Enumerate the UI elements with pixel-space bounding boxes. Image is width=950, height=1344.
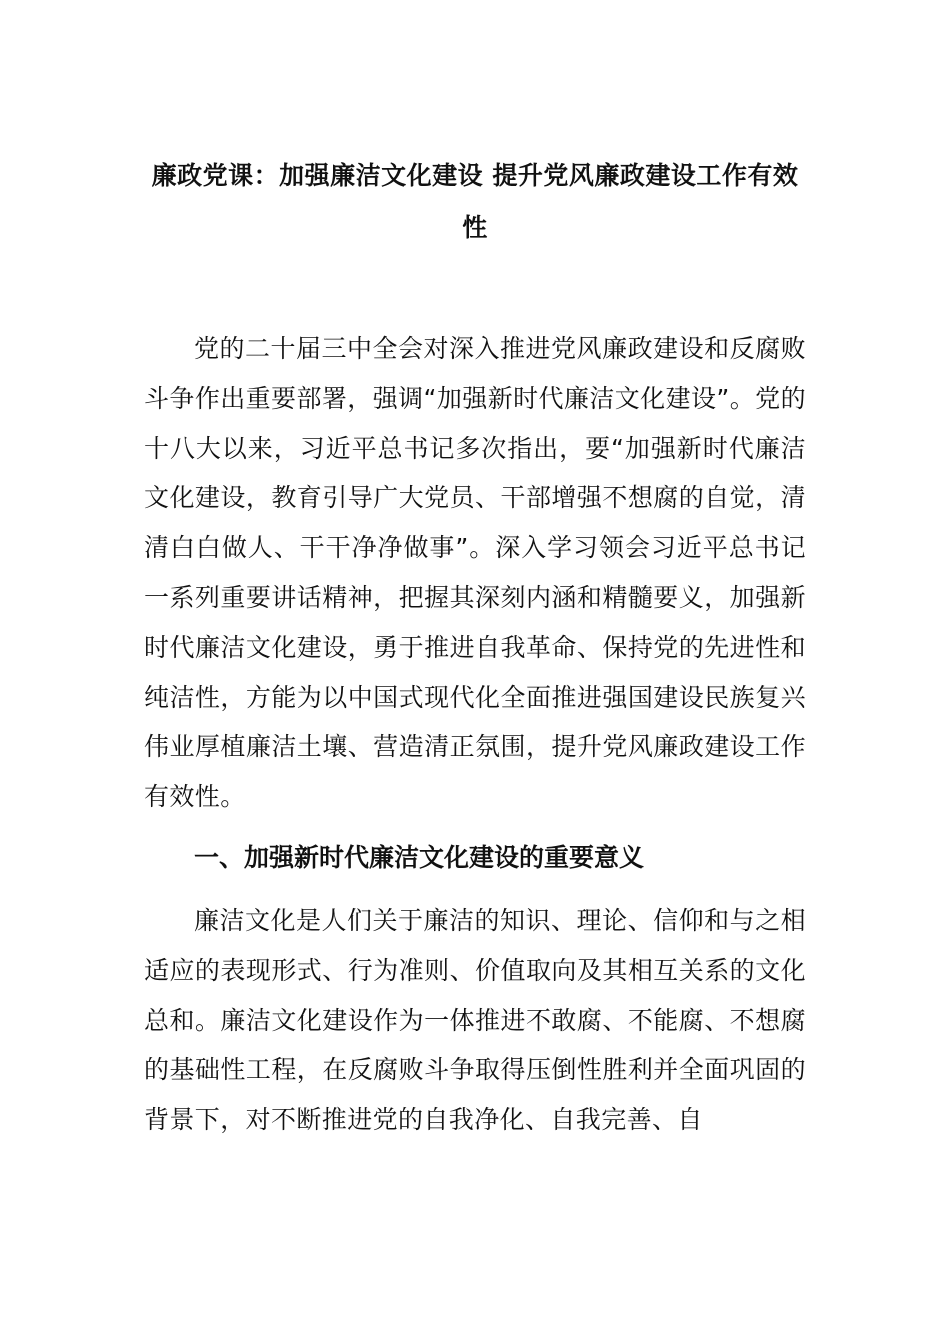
document-title: 廉政党课：加强廉洁文化建设 提升党风廉政建设工作有效性 [151,161,799,242]
body-paragraph-1: 党的二十届三中全会对深入推进党风廉政建设和反腐败斗争作出重要部署，强调“加强新时代廉洁文化建设”。党的十八大以来，习近平总书记多次指出，要“加强新时代廉洁文化建设，教育引导广大党员、干部增强不想腐的自觉，清清白白做人、干干净净做事”。深入学习领会习近平总书记一系列重要讲话精神，把握其深刻内涵和精髓要义，加强新时代廉洁文化建设，勇于推进自我革命、保持党的先进性和纯洁性，方能为以中国式现代化全面推进强国建设民族复兴伟业厚植廉洁土壤、营造清正氛围，提升党风廉政建设工作有效性。 [144,334,806,812]
section-heading-1: 一、加强新时代廉洁文化建设的重要意义 [194,843,645,872]
body-paragraph-2: 廉洁文化是人们关于廉洁的知识、理论、信仰和与之相适应的表现形式、行为准则、价值取向及其相互关系的文化总和。廉洁文化建设作为一体推进不敢腐、不能腐、不想腐的基础性工程，在反腐败斗争取得压倒性胜利并全面巩固的背景下，对不断推进党的自我净化、自我完善、自 [144,906,806,1135]
